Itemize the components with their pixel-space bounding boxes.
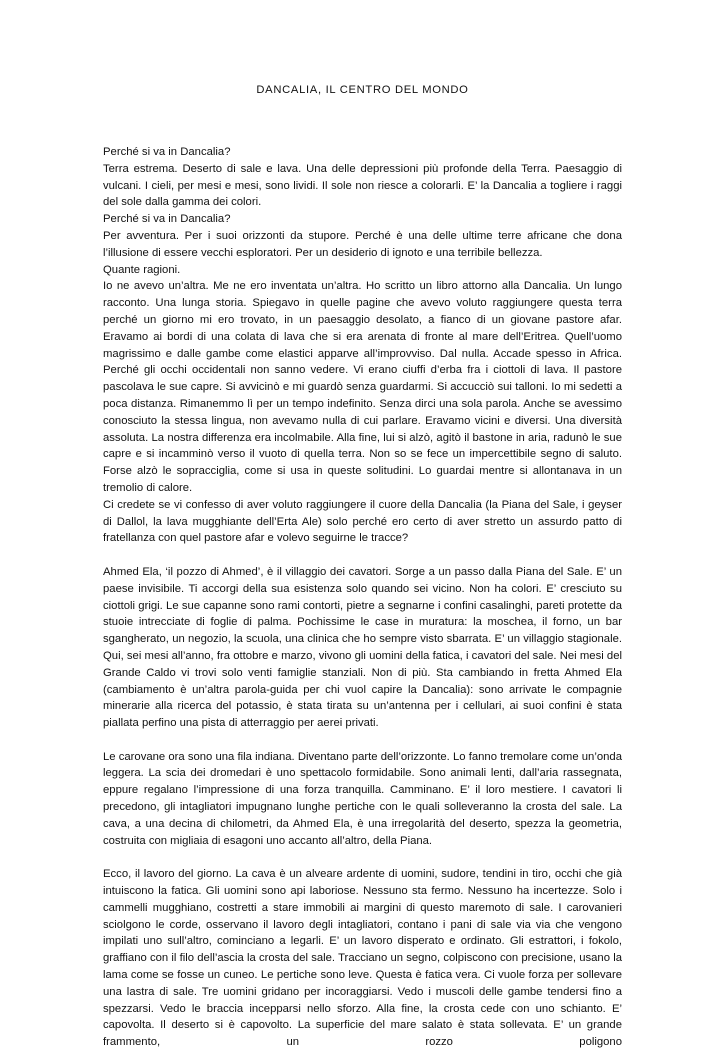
paragraph: Io ne avevo un’altra. Me ne ero inventata un’altra. Ho scritto un libro attorno alla Dancalia. Un lungo racconto. Una lunga storia. Spiegavo in quelle pagine che avevo voluto raggiungere questa terra perché un giorno mi ero trovato, in un paesaggio desolato, a fianco di un giovane pastore afar. Eravamo ai bordi di una colata di lava che si era arenata di fronte al mare dell’Eritrea. Quell’uomo magrissimo e dalle gambe come elastici apparve all’improvviso. Dal nulla. Accade spesso in Africa. Perché gli occhi occidentali non sanno vedere. Vi erano ciuffi d’erba fra i ciottoli di lava. Il pastore pascolava le sue capre. Si avvicinò e mi guardò senza guardarmi. Si accucciò sui talloni. Io mi sedetti a poca distanza. Rimanemmo lì per un tempo indefinito. Senza dirci una sola parola. Anche se avessimo conosciuto la stessa lingua, non avevamo nulla di cui parlare. Eravamo vicini e diversi. Una diversità assoluta. La nostra differenza era incolmabile. Alla fine, lui si alzò, agitò il bastone in aria, radunò le sue capre e si incamminò verso il vuoto di quella terra. Non so se fece un impercettibile segno di saluto. Forse alzò le sopracciglia, come si usa in queste solitudini. Lo guardai mentre si allontanava in un tremolio di calore. bbox=[103, 280, 622, 494]
paragraph: Ecco, il lavoro del giorno. La cava è un alveare ardente di uomini, sudore, tendini in tiro, occhi che già intuiscono la fatica. Gli uomini sono api laboriose. Nessuno sta fermo. Nessuno ha incertezze. Solo i cammelli mugghiano, costretti a stare immobili ai margini di questo maremoto di sale. I carovanieri sciolgono le corde, osservano il lavoro degli intagliatori, contano i pani di sale via via che vengono impilati uno sull’altro, cominciano a legarli. E’ un lavoro disperato e ordinato. Gli estrattori, i fokolo, graffiano con il filo dell’ascia la crosta del sale. Tracciano un segno, colpiscono con precisione, usano la lama come se fosse un cuneo. Le pertiche sono leve. Questa è fatica vera. Ci vuole forza per sollevare una lastra di sale. Tre uomini gridano per incoraggiarsi. Vedo i muscoli delle gambe tendersi fino a spezzarsi. Vedo le braccia incepparsi nello sforzo. Alla fine, la crosta cede con uno schianto. E’ capovolta. Il deserto si è capovolto. La superficie del mare salato è stata sollevata. E’ un grande frammento, un rozzo poligono bbox=[103, 868, 622, 1049]
paragraph-spacer bbox=[103, 849, 622, 866]
paragraph-spacer bbox=[103, 547, 622, 564]
paragraph: Perché si va in Dancalia? bbox=[103, 213, 231, 226]
paragraph: Per avventura. Per i suoi orizzonti da stupore. Perché è una delle ultime terre africane che dona l’illusione di essere vecchi esploratori. Per un desiderio di ignoto e una terribile bellezza. bbox=[103, 229, 622, 259]
paragraph: Terra estrema. Deserto di sale e lava. Una delle depressioni più profonde della Terra. Paesaggio di vulcani. I cieli, per mesi e mesi, sono lividi. Il sole non riesce a colorarli. E’ la Dancalia a togliere i raggi del sole dalla gamma dei colori. bbox=[103, 162, 622, 209]
paragraph: Quante ragioni. bbox=[103, 263, 181, 276]
paragraph: Ci credete se vi confesso di aver voluto raggiungere il cuore della Dancalia (la Piana del Sale, i geyser di Dallol, la lava mugghiante dell’Erta Ale) solo perché ero certo di aver stretto un assurdo patto di fratellanza con quel pastore afar e volevo seguirne le tracce? bbox=[103, 498, 622, 545]
paragraph: Le carovane ora sono una fila indiana. Diventano parte dell’orizzonte. Lo fanno tremolare come un’onda leggera. La scia dei dromedari è uno spettacolo formidabile. Sono animali lenti, dall’aria rassegnata, eppure regalano l’impressione di una forza tranquilla. Camminano. E’ il loro mestiere. I cavatori li precedono, gli intagliatori impugnano lunghe pertiche con le quali solleveranno la crosta del sale. La cava, a una decina di chilometri, da Ahmed Ela, è una irregolarità del deserto, spezza la geometria, costruita con migliaia di esagoni uno accanto all’altro, della Piana. bbox=[103, 750, 622, 847]
paragraph-spacer bbox=[103, 732, 622, 749]
document-body bbox=[103, 144, 622, 1051]
paragraph: Perché si va in Dancalia? bbox=[103, 146, 231, 158]
document-title: DANCALIA, IL CENTRO DEL MONDO bbox=[256, 84, 469, 96]
paragraph: Ahmed Ela, ‘il pozzo di Ahmed’, è il villaggio dei cavatori. Sorge a un passo dalla Piana del Sale. E’ un paese invisibile. Ti accorgi della sua esistenza solo quando sei vicino. Non ha colori. E’ cresciuto su ciottoli grigi. Le sue capanne sono rami contorti, pietre a segnarne i confini casalinghi, pareti protette da stuoie intrecciate di foglie di palma. Pochissime le case in muratura: la moschea, il forno, un bar sgangherato, un negozio, la scuola, una clinica che ho sempre visto sbarrata. E’ un villaggio stagionale. Qui, sei mesi all’anno, fra ottobre e marzo, vivono gli uomini della fatica, i cavatori del sale. Nei mesi del Grande Caldo vi trovi solo venti famiglie stanziali. Non di più. Sta cambiando in fretta Ahmed Ela (cambiamento è un’altra parola-guida per chi vuol capire la Dancalia): sono arrivate le compagnie minerarie alla ricerca del potassio, è stata tirata su un’antenna per i cellulari, ai suoi confini è stata piallata perfino una pista di atterraggio per aerei privati. bbox=[103, 565, 622, 730]
